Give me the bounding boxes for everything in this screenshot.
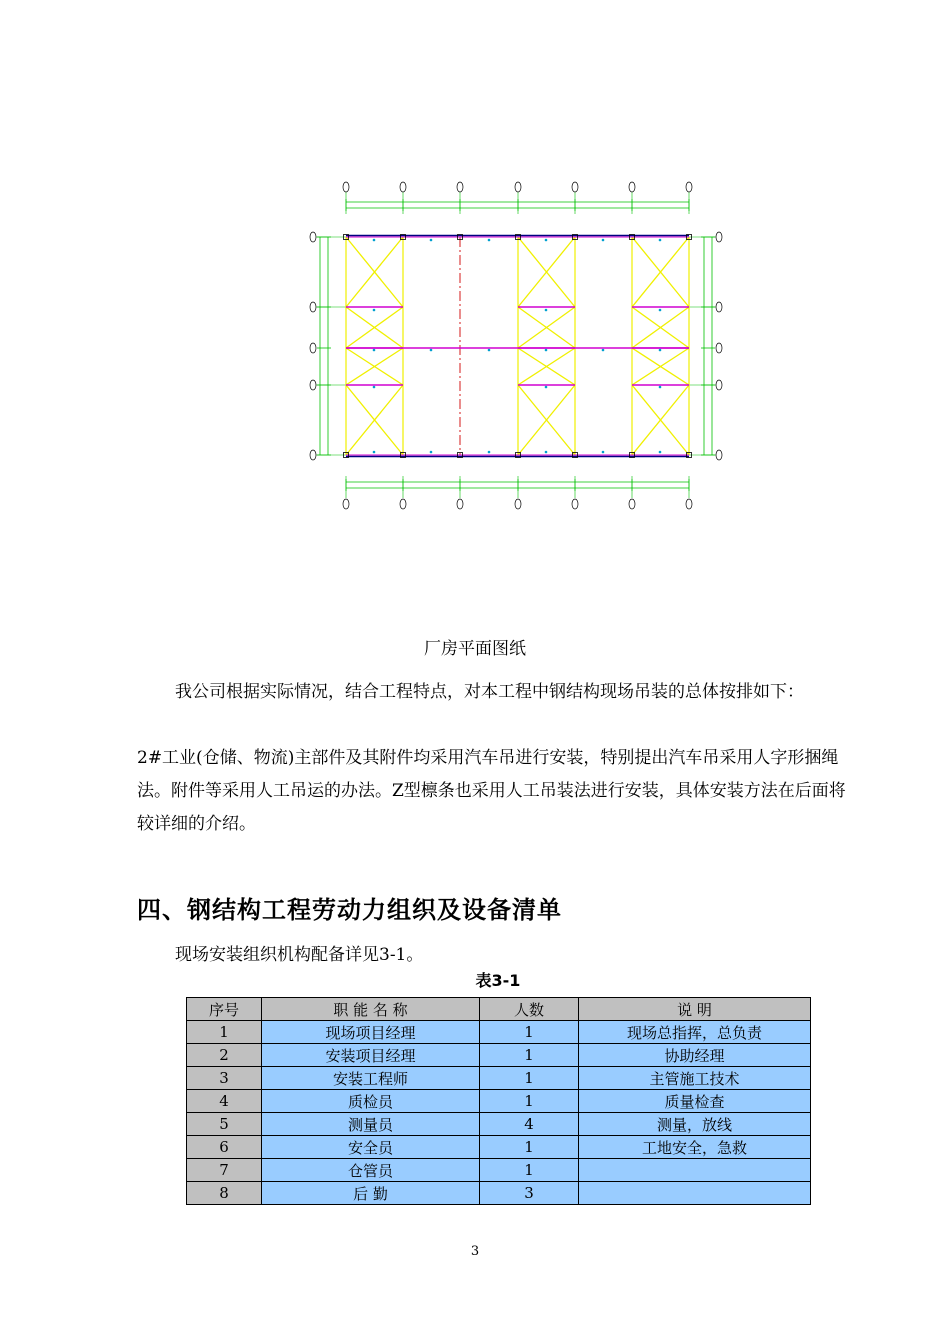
table-row: [187, 1159, 811, 1182]
node-marker: [488, 239, 491, 242]
axis-bubble-icon: [515, 499, 521, 509]
cell-role: 安装项目经理: [262, 1044, 480, 1067]
table-row: [187, 1044, 811, 1067]
cell-notes: 现场总指挥，总负责: [579, 1021, 811, 1044]
axis-bubble-icon: [716, 232, 722, 242]
cell-count: 1: [480, 1044, 579, 1067]
node-marker: [373, 451, 376, 454]
cell-role: 测量员: [262, 1113, 480, 1136]
axis-bubble-icon: [572, 499, 578, 509]
axis-bubble-icon: [716, 343, 722, 353]
node-marker: [659, 349, 662, 352]
cell-notes: 工地安全，急救: [579, 1136, 811, 1159]
node-marker: [602, 451, 605, 454]
header-notes: 说 明: [579, 998, 811, 1021]
cell-index: 5: [187, 1113, 262, 1136]
factory-floor-plan-drawing: [300, 178, 732, 514]
node-marker: [373, 349, 376, 352]
table-row: [187, 1182, 811, 1205]
cell-notes: 测量，放线: [579, 1113, 811, 1136]
cell-count: 1: [480, 1090, 579, 1113]
axis-bubble-icon: [310, 380, 316, 390]
paragraph-crane-method: 2#工业(仓储、物流)主部件及其附件均采用汽车吊进行安装，特别提出汽车吊采用人字形捆绳法。附件等采用人工吊运的办法。Z型檩条也采用人工吊装法进行安装，具体安装方法在后面将较详细的介绍。: [137, 748, 846, 834]
header-index: 序号: [187, 998, 262, 1021]
cell-count: 1: [480, 1067, 579, 1090]
cell-role: 质检员: [262, 1090, 480, 1113]
page-number: 3: [470, 1244, 480, 1259]
node-marker: [430, 349, 433, 352]
axis-bubble-icon: [343, 182, 349, 192]
cell-index: 4: [187, 1090, 262, 1113]
axis-bubble-icon: [400, 499, 406, 509]
node-marker: [373, 386, 376, 389]
node-marker: [659, 451, 662, 454]
cell-count: 3: [480, 1182, 579, 1205]
cell-role: 后 勤: [262, 1182, 480, 1205]
node-marker: [659, 239, 662, 242]
cell-index: 8: [187, 1182, 262, 1205]
header-role: 职 能 名 称: [262, 998, 480, 1021]
header-count: 人数: [480, 998, 579, 1021]
axis-bubble-icon: [629, 182, 635, 192]
cell-index: 1: [187, 1021, 262, 1044]
table-row: [187, 1067, 811, 1090]
cell-count: 1: [480, 1136, 579, 1159]
axis-bubble-icon: [400, 182, 406, 192]
cell-notes: [579, 1159, 811, 1182]
node-marker: [545, 349, 548, 352]
node-marker: [545, 239, 548, 242]
axis-bubble-icon: [716, 380, 722, 390]
node-marker: [545, 309, 548, 312]
table-header-row: [187, 998, 811, 1021]
table-body: [187, 1021, 811, 1205]
cell-role: 安全员: [262, 1136, 480, 1159]
section-heading: 四、钢结构工程劳动力组织及设备清单: [137, 896, 562, 924]
axis-bubble-icon: [716, 450, 722, 460]
axis-bubble-icon: [343, 499, 349, 509]
node-marker: [430, 451, 433, 454]
table-title: 表3-1: [475, 971, 521, 990]
node-marker: [430, 239, 433, 242]
cell-count: 1: [480, 1021, 579, 1044]
axis-bubble-icon: [686, 499, 692, 509]
axis-bubble-icon: [457, 499, 463, 509]
cell-index: 2: [187, 1044, 262, 1067]
cell-notes: 协助经理: [579, 1044, 811, 1067]
node-marker: [545, 386, 548, 389]
staffing-table: [186, 997, 811, 1205]
cell-count: 4: [480, 1113, 579, 1136]
cell-notes: 主管施工技术: [579, 1067, 811, 1090]
axis-bubble-icon: [572, 182, 578, 192]
drawing-caption: 厂房平面图纸: [424, 639, 526, 659]
cell-role: 仓管员: [262, 1159, 480, 1182]
node-marker: [602, 349, 605, 352]
axis-bubble-icon: [457, 182, 463, 192]
axis-bubble-icon: [716, 302, 722, 312]
cell-notes: 质量检查: [579, 1090, 811, 1113]
axis-bubble-icon: [310, 232, 316, 242]
cell-role: 安装工程师: [262, 1067, 480, 1090]
cell-index: 7: [187, 1159, 262, 1182]
axis-bubble-icon: [629, 499, 635, 509]
cell-index: 6: [187, 1136, 262, 1159]
paragraph-hoisting-plan: 我公司根据实际情况，结合工程特点，对本工程中钢结构现场吊装的总体按排如下：: [175, 682, 804, 702]
table-row: [187, 1113, 811, 1136]
axis-bubble-icon: [310, 343, 316, 353]
cell-count: 1: [480, 1159, 579, 1182]
node-marker: [659, 309, 662, 312]
cell-notes: [579, 1182, 811, 1205]
node-marker: [488, 349, 491, 352]
node-marker: [545, 451, 548, 454]
table-row: [187, 1136, 811, 1159]
axis-bubble-icon: [686, 182, 692, 192]
node-marker: [659, 386, 662, 389]
axis-bubble-icon: [515, 182, 521, 192]
axis-bubble-icon: [310, 302, 316, 312]
node-marker: [488, 451, 491, 454]
table-row: [187, 1090, 811, 1113]
table-row: [187, 1021, 811, 1044]
node-marker: [602, 239, 605, 242]
node-marker: [373, 309, 376, 312]
cell-role: 现场项目经理: [262, 1021, 480, 1044]
section-intro: 现场安装组织机构配备详见3-1。: [175, 945, 424, 965]
node-marker: [373, 239, 376, 242]
cell-index: 3: [187, 1067, 262, 1090]
axis-bubble-icon: [310, 450, 316, 460]
